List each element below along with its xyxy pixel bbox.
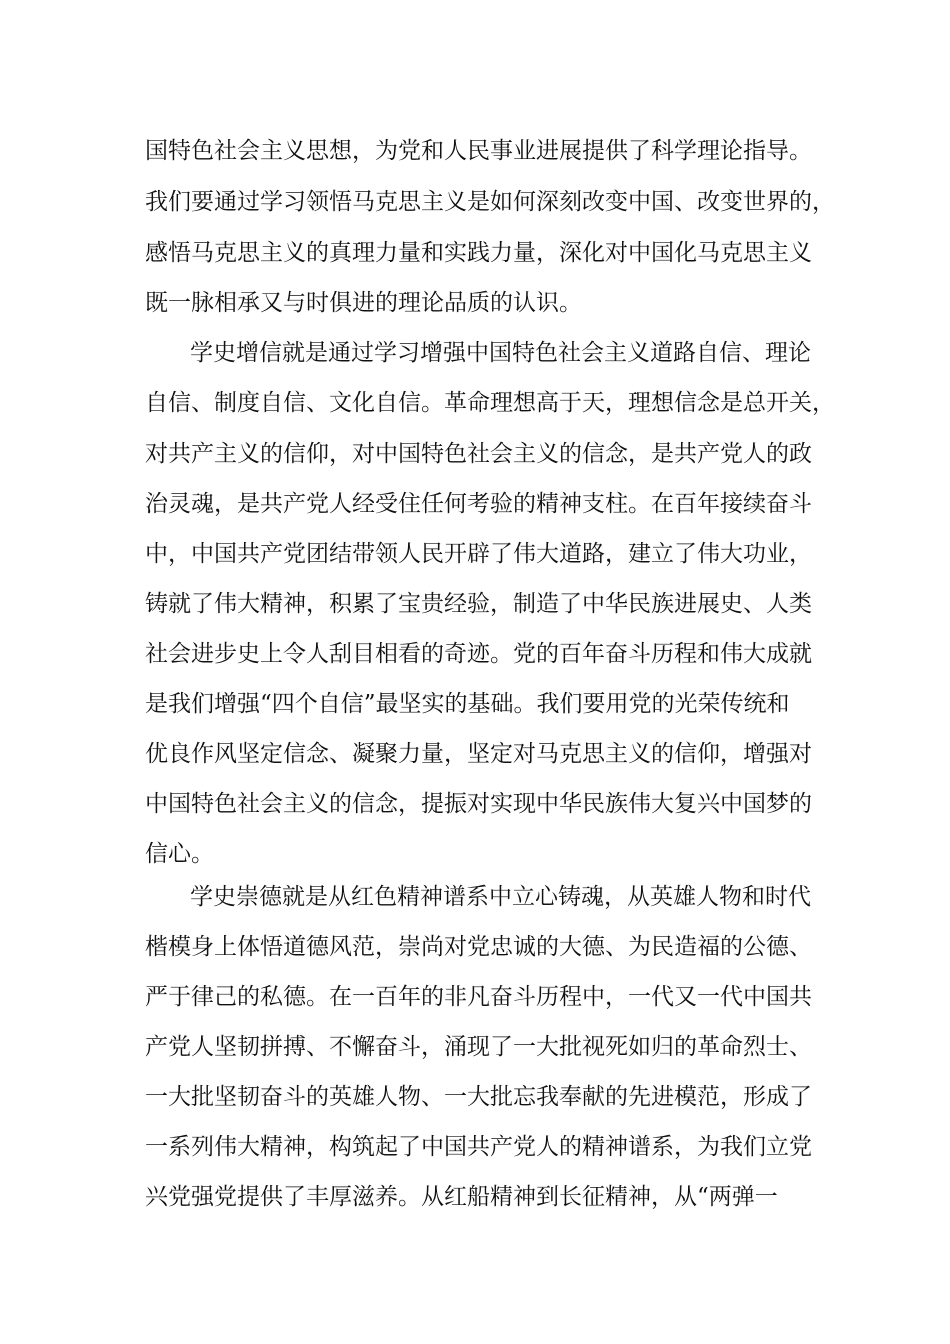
text-line: 产党人坚韧拼搏、不懈奋斗，涌现了一大批视死如归的革命烈士、 — [145, 1034, 812, 1060]
text-line: 中国特色社会主义的信念，提振对实现中华民族伟大复兴中国梦的 — [145, 791, 812, 817]
text-line: 楷模身上体悟道德风范，崇尚对党忠诚的大德、为民造福的公德、 — [145, 934, 812, 960]
text-line: 既一脉相承又与时俱进的理论品质的认识。 — [145, 290, 582, 316]
text-line: 中，中国共产党团结带领人民开辟了伟大道路，建立了伟大功业， — [145, 541, 812, 567]
paragraph-first-line: 学史增信就是通过学习增强中国特色社会主义道路自信、理论 — [190, 340, 811, 366]
text-line: 国特色社会主义思想，为党和人民事业进展提供了科学理论指导。 — [145, 138, 812, 164]
text-line: 优良作风坚定信念、凝聚力量，坚定对马克思主义的信仰，增强对 — [145, 741, 812, 767]
text-line: 感悟马克思主义的真理力量和实践力量，深化对中国化马克思主义 — [145, 240, 812, 266]
text-line: 兴党强党提供了丰厚滋养。从红船精神到长征精神，从“两弹一 — [145, 1184, 778, 1210]
text-line: 自信、制度自信、文化自信。革命理想高于天，理想信念是总开关， — [145, 390, 835, 416]
text-line: 我们要通过学习领悟马克思主义是如何深刻改变中国、改变世界的， — [145, 189, 835, 215]
text-line: 社会进步史上令人刮目相看的奇迹。党的百年奋斗历程和伟大成就 — [145, 641, 812, 667]
text-line: 治灵魂，是共产党人经受住任何考验的精神支柱。在百年接续奋斗 — [145, 491, 812, 517]
paragraph-first-line: 学史崇德就是从红色精神谱系中立心铸魂，从英雄人物和时代 — [190, 884, 811, 910]
text-line: 铸就了伟大精神，积累了宝贵经验，制造了中华民族进展史、人类 — [145, 591, 812, 617]
text-line: 信心。 — [145, 841, 214, 867]
text-line: 是我们增强“四个自信”最坚实的基础。我们要用党的光荣传统和 — [145, 691, 790, 717]
text-line: 一大批坚韧奋斗的英雄人物、一大批忘我奉献的先进模范，形成了 — [145, 1084, 812, 1110]
text-line: 一系列伟大精神，构筑起了中国共产党人的精神谱系，为我们立党 — [145, 1134, 812, 1160]
text-line: 严于律己的私德。在一百年的非凡奋斗历程中，一代又一代中国共 — [145, 984, 812, 1010]
text-line: 对共产主义的信仰，对中国特色社会主义的信念，是共产党人的政 — [145, 441, 812, 467]
